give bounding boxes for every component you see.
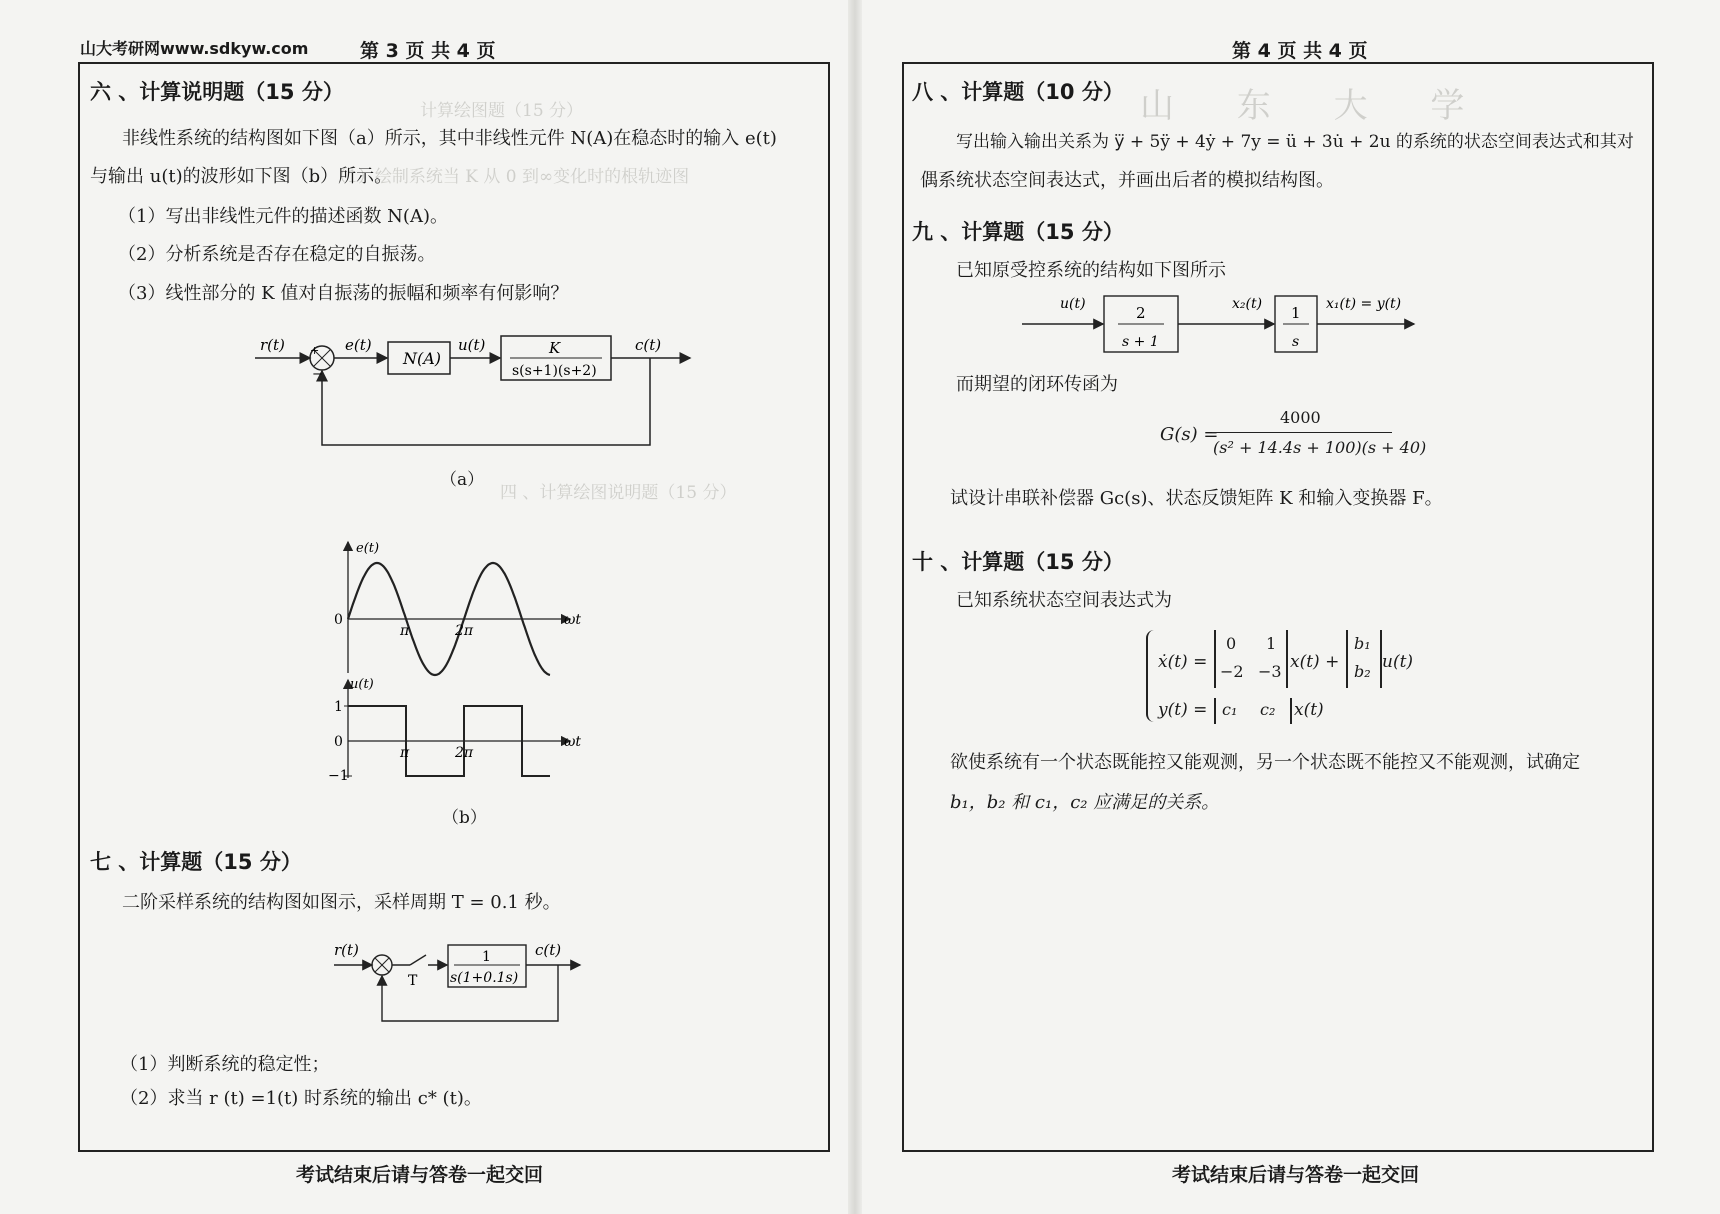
tick-one: 1 xyxy=(334,699,343,715)
C2: c₂ xyxy=(1260,700,1276,719)
q8-line2: 偶系统状态空间表达式，并画出后者的模拟结构图。 xyxy=(920,170,1334,191)
q10-x-plus: x(t) + xyxy=(1290,652,1340,672)
bleed-through: 山 东 大 学 xyxy=(1140,86,1491,126)
q6-item-1: （1）写出非线性元件的描述函数 N(A)。 xyxy=(118,206,448,227)
q7-tf-num: 1 xyxy=(482,949,491,965)
watermark: 山大考研网www.sdkyw.com xyxy=(80,39,309,58)
A12: 1 xyxy=(1266,634,1277,653)
q6-waveform-plot xyxy=(320,538,600,780)
q10-task-2: b₁，b₂ 和 c₁，c₂ 应满足的关系。 xyxy=(950,792,1220,813)
q9-label-u: u(t) xyxy=(1060,296,1086,312)
fig-b-caption: （b） xyxy=(442,808,487,828)
q6-title: 六 、计算说明题（15 分） xyxy=(90,80,344,104)
tick-zero: 0 xyxy=(334,612,343,628)
q10-xdot: ẋ(t) = xyxy=(1158,652,1208,672)
A21: −2 xyxy=(1220,662,1244,681)
q10-u: u(t) xyxy=(1382,652,1414,672)
axis-wt: ωt xyxy=(564,612,582,628)
q9-title: 九 、计算题（15 分） xyxy=(912,220,1124,244)
axis-e: e(t) xyxy=(356,541,380,556)
tick-2pi: 2π xyxy=(455,623,474,639)
B1: b₁ xyxy=(1354,634,1371,653)
q9-b2-den: s xyxy=(1292,334,1300,350)
bleed-through: （1）绘制系统当 K 从 0 到∞变化时的根轨迹图 xyxy=(330,167,690,187)
tick-zero-u: 0 xyxy=(334,734,343,750)
tick-pi: π xyxy=(400,623,410,639)
q10-task-1: 欲使系统有一个状态既能控又能观测，另一个状态既不能控又不能观测，试确定 xyxy=(950,752,1580,773)
q6-intro-a: 非线性系统的结构图如下图（a）所示，其中非线性元件 N(A)在稳态时的输入 e(t) xyxy=(122,128,777,149)
C1: c₁ xyxy=(1222,700,1238,719)
q6-item-2: （2）分析系统是否存在稳定的自振荡。 xyxy=(118,244,436,265)
tf-numerator: K xyxy=(549,339,561,357)
q6-intro-b: 与输出 u(t)的波形如下图（b）所示。 xyxy=(90,166,393,187)
sign-plus: + xyxy=(310,344,320,357)
q10-title: 十 、计算题（15 分） xyxy=(912,550,1124,574)
q10-intro: 已知系统状态空间表达式为 xyxy=(956,590,1172,611)
q9-tf-den: (s² + 14.4s + 100)(s + 40) xyxy=(1213,438,1427,457)
A11: 0 xyxy=(1226,634,1237,653)
label-r: r(t) xyxy=(260,336,285,354)
q7-tf-den: s(1+0.1s) xyxy=(450,970,519,986)
q8-line1: 写出输入输出关系为 y⃛ + 5ÿ + 4ẏ + 7y = ü + 3u̇ + 2u 的系统的状态空间表达式和其对 xyxy=(956,132,1634,152)
q9-tf-num: 4000 xyxy=(1280,408,1321,427)
label-c: c(t) xyxy=(635,336,662,354)
q9-intro: 已知原受控系统的结构如下图所示 xyxy=(956,260,1226,281)
q9-b2-num: 1 xyxy=(1291,304,1301,322)
q10-matrix-B xyxy=(1346,630,1382,688)
bleed-through: 四 、计算绘图说明题（15 分） xyxy=(500,483,737,503)
q9-label-x2: x₂(t) xyxy=(1232,296,1263,312)
bleed-through: 计算绘图题（15 分） xyxy=(420,101,584,121)
q10-brace xyxy=(1146,630,1154,722)
fig-a-caption: （a） xyxy=(440,470,485,490)
tick-2pi-u: 2π xyxy=(455,745,474,761)
tick-neg-one: −1 xyxy=(328,768,349,780)
label-e: e(t) xyxy=(345,336,372,354)
q10-y: y(t) = xyxy=(1158,700,1208,720)
tf-denominator: s(s+1)(s+2) xyxy=(512,363,597,379)
q7-item-2: （2）求当 r (t) =1(t) 时系统的输出 c* (t)。 xyxy=(120,1088,482,1109)
q7-title: 七 、计算题（15 分） xyxy=(90,850,302,874)
q7-label-T: T xyxy=(408,973,418,989)
page-spine xyxy=(848,0,862,1214)
sign-minus: − xyxy=(312,367,323,382)
q10-xt: x(t) xyxy=(1294,700,1324,720)
q6-block-diagram xyxy=(250,330,700,455)
q9-fraction-bar xyxy=(1212,432,1392,433)
axis-wt-u: ωt xyxy=(564,734,582,750)
page-number-left: 第 3 页 共 4 页 xyxy=(360,40,496,62)
block-nonlinear: N(A) xyxy=(403,349,442,368)
q9-tf-intro: 而期望的闭环传函为 xyxy=(956,374,1118,395)
q9-tf-lhs: G(s) = xyxy=(1160,424,1219,445)
label-u: u(t) xyxy=(458,336,486,354)
q9-plant-diagram xyxy=(1018,290,1418,358)
q10-matrix-A xyxy=(1214,630,1288,688)
q9-b1-den: s + 1 xyxy=(1122,334,1159,350)
q8-title: 八 、计算题（10 分） xyxy=(912,80,1124,104)
q6-item-3: （3）线性部分的 K 值对自振荡的振幅和频率有何影响？ xyxy=(118,283,569,304)
q9-b1-num: 2 xyxy=(1136,304,1146,322)
q7-label-r: r(t) xyxy=(334,941,359,959)
footer-right: 考试结束后请与答卷一起交回 xyxy=(1172,1164,1420,1186)
A22: −3 xyxy=(1258,662,1282,681)
q9-label-x1: x₁(t) = y(t) xyxy=(1326,296,1402,312)
page-number-right: 第 4 页 共 4 页 xyxy=(1232,40,1368,62)
tick-pi-u: π xyxy=(400,745,410,761)
q10-matrix-C xyxy=(1214,698,1292,724)
q9-task: 试设计串联补偿器 Gc(s)、状态反馈矩阵 K 和输入变换器 F。 xyxy=(950,488,1443,509)
q7-intro: 二阶采样系统的结构图如图示，采样周期 T = 0.1 秒。 xyxy=(122,892,561,913)
axis-u: u(t) xyxy=(350,677,374,692)
q7-item-1: （1）判断系统的稳定性； xyxy=(120,1054,330,1075)
B2: b₂ xyxy=(1354,662,1371,681)
footer-left: 考试结束后请与答卷一起交回 xyxy=(296,1164,544,1186)
q7-label-c: c(t) xyxy=(535,941,562,959)
q7-sampled-diagram xyxy=(330,935,590,1031)
